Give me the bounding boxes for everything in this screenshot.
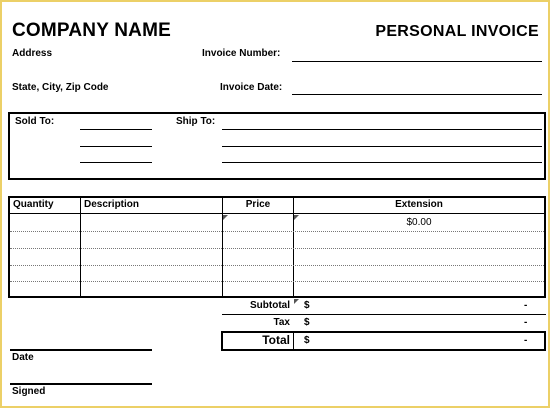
invoice-number-field[interactable] [292,61,542,62]
subtotal-label: Subtotal [250,300,290,311]
col-header-description: Description [84,199,140,210]
tax-label: Tax [273,317,290,328]
ship-to-line-1[interactable] [222,129,542,130]
date-line[interactable] [10,349,152,351]
tax-currency: $ [304,317,310,328]
invoice-date-label: Invoice Date: [220,82,283,93]
total-label: Total [262,333,290,347]
invoice-date-field[interactable] [292,94,542,95]
signature-line[interactable] [10,383,152,385]
total-currency: $ [304,335,310,346]
sold-to-line-1[interactable] [80,129,152,130]
sold-to-line-2[interactable] [80,146,152,147]
first-extension-value: $0.00 [406,217,432,228]
company-name: COMPANY NAME [12,20,171,41]
comment-marker-icon [223,215,228,220]
col-header-price: Price [245,199,271,210]
ship-to-line-3[interactable] [222,162,542,163]
subtotal-currency: $ [304,300,310,311]
col-header-quantity: Quantity [13,199,54,210]
item-row-divider [10,281,544,282]
document-title: PERSONAL INVOICE [375,23,539,40]
invoice-number-label: Invoice Number: [202,48,281,59]
ship-to-label: Ship To: [176,116,216,127]
sold-to-line-3[interactable] [80,162,152,163]
total-value: - [524,335,528,346]
item-row-divider [10,265,544,266]
col-header-extension: Extension [395,199,443,210]
city-state-zip-label: State, City, Zip Code [12,82,109,93]
ship-to-line-2[interactable] [222,146,542,147]
subtotal-divider [222,314,546,315]
items-table [8,196,546,298]
subtotal-value: - [524,300,528,311]
tax-value: - [524,317,528,328]
comment-marker-icon [294,299,299,304]
items-header-divider [10,213,544,214]
date-label: Date [12,352,34,363]
sold-to-label: Sold To: [15,116,55,127]
item-row-divider [10,248,544,249]
signed-label: Signed [12,386,46,397]
address-label: Address [12,48,53,59]
total-divider [293,332,294,350]
item-row-divider [10,231,544,232]
